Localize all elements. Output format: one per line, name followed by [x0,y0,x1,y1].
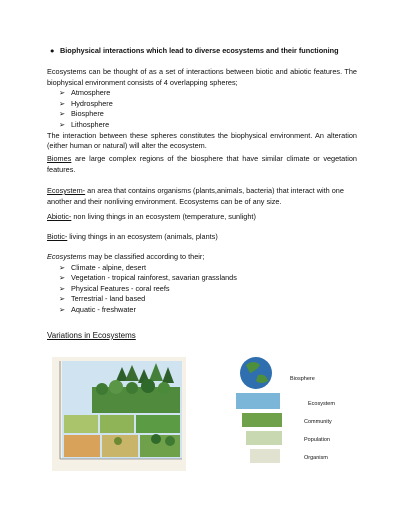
classification-paragraph: Ecosystems may be classified according to their; ➢ Climate - alpine, desert ➢ Vegetation - tropical rainforest, savarian grasslands ➢ Physical Features - coral reefs ➢ Terrestrial - land based ➢ Aquatic - freshwater [47,252,357,316]
spheres-list [47,88,357,130]
intro-paragraph: Ecosystems can be thought of as a set of interactions between biotic and abiotic features. The biophysical environment consists of 4 overlapping spheres; ➢ Atmosphere ➢ Hydrosphere ➢ Biosphere ➢ Lithosphere The interaction between these spheres constitutes the biophysical environment. An alteration (either human or natural) will alter the ecosystem. [47,67,357,151]
abiotic-definition: Abiotic- non living things in an ecosystem (temperature, sunlight) [47,212,256,221]
arrow-icon: ➢ [59,98,66,108]
arrow-icon: ➢ [59,119,66,129]
biome-vegetation-figure [52,357,186,471]
forest-cluster-mid [92,379,180,413]
arrow-icon: ➢ [59,109,66,119]
list-item: ➢ Terrestrial - land based [59,294,146,304]
classification-list [47,263,357,316]
section-heading [50,46,339,55]
list-item: ➢ Lithosphere [59,119,110,129]
list-item: ➢ Vegetation - tropical rainforest, savarian grasslands [59,273,237,283]
list-item: ➢ Biosphere [59,109,104,119]
biomes-definition: Biomes are large complex regions of the biosphere that have similar climate or vegetation features. [47,154,357,174]
heading-text: Biophysical interactions which lead to diverse ecosystems and their functioning [60,46,339,55]
list-item: ➢ Climate - alpine, desert [59,262,147,272]
arrow-icon: ➢ [59,304,66,314]
grass-and-shrub-panel [64,415,180,433]
community-label: Community [304,419,332,425]
ecological-hierarchy-figure [228,355,340,477]
arrow-icon: ➢ [59,262,66,272]
list-item: ➢ Atmosphere [59,88,111,98]
list-item: ➢ Hydrosphere [59,98,113,108]
community-tile [242,413,282,427]
list-item: ➢ Physical Features - coral reefs [59,283,170,293]
bullet-icon: ● [50,46,55,55]
biotic-definition: Biotic- living things in an ecosystem (animals, plants) [47,232,218,241]
organism-tile [250,449,280,463]
population-label: Population [304,437,330,443]
arrow-icon: ➢ [59,273,66,283]
globe-icon [240,357,272,389]
list-item: ➢ Aquatic - freshwater [59,304,136,314]
section-title: Variations in Ecosystems [47,331,136,340]
desert-savanna-panel [64,434,180,457]
ecosystem-definition: Ecosystem- an area that contains organisms (plants,animals, bacteria) that interact with one another and their nonliving environment. Ecosystems can be of any size. [47,186,344,206]
hierarchy-layers [236,393,282,463]
arrow-icon: ➢ [59,294,66,304]
ecosystem-tile [236,393,280,409]
arrow-icon: ➢ [59,283,66,293]
biosphere-label: Biosphere [290,376,315,382]
ecosystem-label: Ecosystem [308,401,335,407]
organism-label: Organism [304,455,328,461]
arrow-icon: ➢ [59,88,66,98]
population-tile [246,431,282,445]
